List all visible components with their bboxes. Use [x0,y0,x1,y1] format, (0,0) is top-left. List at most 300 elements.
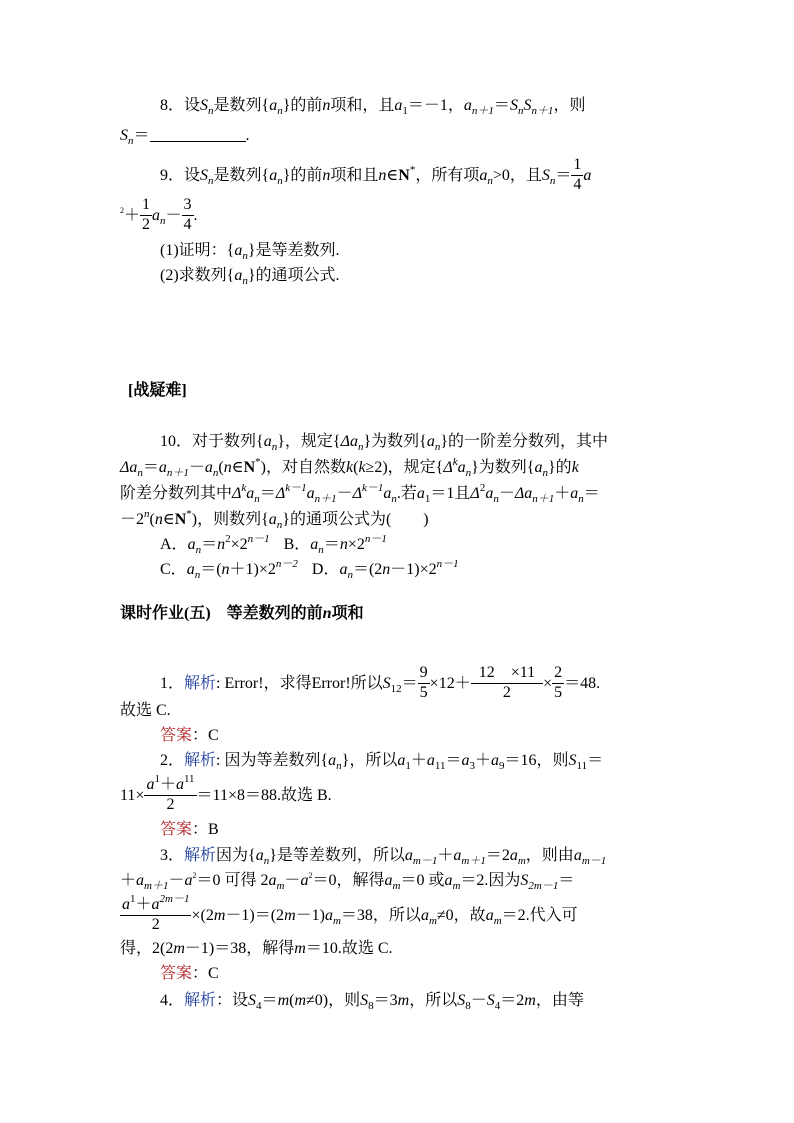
text: －1)＝38，解得 [184,940,295,957]
sub: n [336,760,342,772]
text: : Error!，求得Error!所以 [216,674,383,692]
denominator: 2 [502,683,511,701]
sup: k－1 [362,482,384,494]
text: ＋ [159,776,176,793]
sup: 1 [130,893,136,905]
text: ＝ [493,97,510,114]
text: ＝48. [564,674,601,692]
var: S [486,992,495,1009]
answer-2-line-2 [120,773,332,815]
sub: n [277,105,283,117]
text: ＝10.故选 C. [305,940,393,957]
answer-3-result [160,966,219,982]
option-label: A． [160,536,188,553]
var: n [322,605,332,622]
text: ＋ [437,847,454,864]
analysis-label: 解析 [184,674,217,692]
text: ＝ [323,536,340,553]
text: ＋ [554,485,571,502]
text: ＝0 或 [400,872,445,889]
var: a [397,752,406,769]
fraction [552,665,564,702]
text: － [336,485,353,502]
var: S [200,97,209,114]
sub: n [542,467,548,479]
text: ≠0)，则 [306,992,361,1009]
text: －2 [120,511,145,528]
option-b[interactable] [283,533,387,556]
text: ＝2.因为 [460,872,521,889]
text: )，则数列{ [191,511,269,528]
text: ＝ [201,536,218,553]
option-c[interactable] [160,558,298,581]
sub: n [128,135,134,147]
var: n [382,561,391,578]
problem-8-line-2 [120,127,250,147]
problem-10-line-2 [120,456,579,479]
text: ＝ [133,127,150,144]
var: a [129,459,138,476]
sub: n＋1 [166,467,189,479]
text: 1． [160,674,185,692]
sup: k [452,456,458,468]
text: ×12＋ [429,674,471,692]
text: ，则 [553,97,586,114]
text: }的一阶差分数列，其中 [440,433,609,450]
sub: 12 [390,682,402,695]
sub: n [263,855,270,867]
var: Δ [470,485,480,502]
var: a [151,896,160,913]
var: Δ [514,485,525,502]
var: m [294,992,307,1009]
var: a [186,561,195,578]
sub: n [578,493,584,505]
text: ＋ [120,872,137,889]
answer-label: 答案 [160,965,193,982]
text: ×2 [230,536,248,553]
text: }是等差数列，所以 [269,847,405,864]
text: ＋ [135,896,152,913]
answer-3-line-1 [160,847,607,867]
var: a [204,459,213,476]
var: a [463,97,472,114]
answer-3-line-2 [120,871,575,892]
text: }，所以 [341,752,398,769]
var: n [154,511,163,528]
text: ，由等 [535,992,584,1009]
sup: k [241,482,247,494]
sup: n－2 [275,558,298,570]
var: a [136,872,145,889]
var: S [248,992,257,1009]
text: ＝2 [500,992,525,1009]
text: ＝ [587,752,604,769]
denominator: 5 [554,683,563,701]
option-a[interactable] [160,533,270,556]
text: ∈ [162,511,175,528]
var: m [284,906,296,924]
analysis-label: 解析 [184,847,217,864]
text: ＝ [445,752,462,769]
var: a [324,906,333,924]
text: ＝1且 [430,485,471,502]
var: a [268,872,277,889]
text: .若 [396,485,417,502]
var: a [457,459,466,476]
var: a [175,776,184,793]
var: a [461,752,470,769]
problem-8-line-1 [160,97,586,117]
text: 是数列{ [213,97,270,114]
var: S [120,127,128,144]
problem-10-options-ab [160,533,387,556]
var: a [416,485,425,502]
sub: n [277,174,283,187]
sup: n [144,508,150,520]
answer-value: ：C [192,965,219,982]
text: 4． [160,992,185,1009]
text: 项和 [331,605,364,622]
analysis-label: 解析 [184,992,217,1009]
var: a [146,776,155,793]
text: ＝2.代入可 [501,906,578,924]
sup: 2 [308,871,313,880]
numerator [120,893,191,916]
var: n [217,536,226,553]
sup: 2m－1 [159,893,190,905]
var: n [339,536,348,553]
text: . [245,127,250,144]
var: a [394,97,403,114]
fraction [571,157,583,194]
text: 是数列{ [213,166,270,184]
answer-2-line-1 [160,752,604,772]
text: )，对自然数 [260,459,346,476]
var: a [485,485,494,502]
var: k [571,459,579,476]
numerator: 2 [552,665,564,684]
text: }，规定{ [277,433,341,450]
text: ＝11×8＝88.故选 B. [196,786,332,804]
sup: 1 [154,773,160,785]
text: 2． [160,752,185,769]
sub: m [428,914,437,927]
text: ≠0，故 [436,906,486,924]
text: ( [289,992,295,1009]
problem-9-line-2 [120,198,198,235]
var: a [263,433,272,450]
var: m [213,906,226,924]
text: (1)证明：{ [160,242,235,259]
var: a [404,847,413,864]
var: S [568,752,577,769]
text: }的通项公式为( ) [282,511,429,528]
homework-title [120,606,364,622]
numerator: 1 [571,157,583,176]
answer-2-result [160,822,219,838]
sub: 2m－1 [528,880,559,892]
sub: n [276,519,283,531]
text: ＋ [410,752,427,769]
sub: n [465,467,472,479]
text: ＝ [142,459,159,476]
text: 8．设 [160,97,201,114]
text: －1) [295,906,325,924]
var: a [384,872,393,889]
text: 阶差分数列其中 [120,485,233,502]
var: a [255,847,264,864]
var: a [158,459,167,476]
text: ＝ [583,485,600,502]
var: n [223,459,232,476]
var: a [339,561,348,578]
sub: n [242,275,248,287]
text: . [193,206,198,224]
text: (2)求数列{ [160,267,235,284]
text: ＝0 可得 2 [196,872,269,889]
var: a [444,872,453,889]
var: k [358,459,366,476]
text: ＝ [558,872,575,889]
problem-9-part-2 [160,267,340,287]
sub: 4 [256,1000,262,1012]
text: ，所以 [409,992,458,1009]
text: － [188,459,205,476]
denominator: 2 [166,795,175,813]
sub: 8 [465,1000,471,1012]
problem-10-line-4 [120,508,429,531]
text: － [165,206,182,224]
text: }的 [548,459,572,476]
var: Δ [232,485,242,502]
var: Δ [443,459,453,476]
var: S [509,97,518,114]
var: a [269,166,278,184]
text: ：设 [216,992,249,1009]
text: ＝－1， [407,97,464,114]
sub: 4 [494,1000,501,1012]
sub: 3 [469,760,475,772]
fraction [120,893,191,934]
sub: n＋1 [314,493,337,505]
text: ( [149,511,155,528]
sub: n [357,441,364,453]
sub: 1 [405,760,411,772]
var: S [541,166,550,184]
var: n [322,166,331,184]
sub: 1 [402,105,408,117]
problem-10-line-1 [160,433,609,453]
text: ＝(2 [352,561,383,578]
denominator: 2 [142,215,151,233]
var: N [243,459,256,476]
text: : 因为等差数列{ [216,752,329,769]
var: a [420,906,429,924]
sub: m [276,880,285,892]
var: m [173,940,185,957]
var: a [246,485,255,502]
numerator: 12 ×11 [471,665,543,684]
var: a [152,206,161,224]
var: a [184,872,193,889]
answer-value: ：C [192,727,219,744]
var: S [457,992,466,1009]
var: Δ [275,485,286,502]
text: 项和且 [330,166,379,184]
answer-4-line-1 [160,992,584,1012]
text: ≥2)，规定{ [365,459,444,476]
var: n [221,561,230,578]
var: a [234,242,243,259]
var: N [174,511,187,528]
var: m [277,992,290,1009]
numerator: 1 [140,197,152,216]
var: a [328,752,337,769]
sub: m [517,855,526,867]
sup: n－1 [436,558,459,570]
sup: * [186,508,192,520]
sup: * [255,456,261,468]
sub: m [392,880,401,892]
sup: 2 [120,205,124,215]
text: ＝ [261,992,278,1009]
text: －1)＝(2 [225,906,285,924]
var: a [583,166,592,184]
var: a [234,267,243,284]
var: a [306,485,315,502]
answer-3-line-3 [120,893,578,935]
sub: n [391,493,397,505]
var: a [491,752,499,769]
sub: n [160,214,166,227]
sub: m [493,914,502,927]
fraction [140,197,152,234]
var: k [346,459,354,476]
var: a [534,459,543,476]
var: a [573,847,582,864]
sub: m－1 [412,855,438,867]
text: >0，且 [492,166,542,184]
answer-1-line-1 [160,666,600,703]
text: 得，2(2 [120,940,174,957]
var: S [520,872,529,889]
numerator: 9 [418,665,430,684]
option-d[interactable] [311,558,459,581]
var: m [397,992,410,1009]
sub: n [194,569,201,581]
denominator: 2 [151,915,160,933]
text: 项和，且 [330,97,395,114]
var: a [479,166,488,184]
fraction [418,665,430,702]
problem-10-line-3 [120,482,600,505]
denominator: 4 [573,175,582,193]
var: S [382,674,391,692]
text: ＝3 [373,992,398,1009]
problem-9-line-1 [160,158,591,195]
answer-value: ：B [192,821,219,838]
sub: m－1 [581,855,607,867]
sub: n＋1 [532,493,555,505]
sub: n [137,467,143,479]
sub: 11 [434,760,446,772]
text: ，所有项 [415,166,480,184]
answer-1-result [160,728,219,744]
text: ＝16，则 [504,752,569,769]
answer-blank [150,127,246,142]
text: }的通项公式. [247,267,340,284]
text: ＝ [259,485,276,502]
sub: n [208,105,214,117]
sub: n [347,569,353,581]
var: S [523,97,532,114]
sub: n＋1 [471,105,494,117]
sub: n [487,174,493,187]
sub: n [212,467,219,479]
sup: 11 [183,773,195,785]
numerator [144,773,196,796]
text: － [498,485,515,502]
option-label: B． [283,536,311,553]
text: ＝0，解得 [312,872,385,889]
text: 11× [120,786,145,804]
sub: 8 [368,1000,374,1012]
text: × [543,674,553,692]
answer-1-line-2: 故选 C. [120,702,171,719]
sub: n [493,493,499,505]
analysis-label: 解析 [184,752,217,769]
fraction [182,197,194,234]
var: Δ [120,459,130,476]
text: ∈ [386,166,399,184]
sup: n－1 [247,533,270,545]
var: a [122,896,130,913]
text: ×2 [347,536,365,553]
var: m [524,992,536,1009]
sub: m＋1 [461,855,486,867]
var: a [383,485,392,502]
text: ，则由 [525,847,574,864]
sub: 9 [499,760,505,772]
sup: * [409,163,416,176]
sub: m [332,914,341,927]
var: a [426,752,435,769]
sup: 2 [479,482,486,494]
sub: n [271,441,278,453]
text: 课时作业(五) 等差数列的前 [120,605,323,622]
text: ( [353,459,359,476]
section-heading: [战疑难] [128,382,187,399]
sup: 2 [192,871,197,880]
var: n [378,166,387,184]
sub: n [242,250,248,262]
var: a [310,536,319,553]
var: Δ [352,485,362,502]
text: ( [218,459,224,476]
var: a [524,485,533,502]
var: a [268,511,277,528]
text: ＋ [124,206,141,224]
text: }为数列{ [363,433,427,450]
text: 9．设 [160,166,201,184]
var: N [398,166,410,184]
var: a [300,872,309,889]
text: }的前 [282,97,323,114]
numerator: 3 [182,197,194,216]
var: a [349,433,358,450]
text: }为数列{ [471,459,535,476]
